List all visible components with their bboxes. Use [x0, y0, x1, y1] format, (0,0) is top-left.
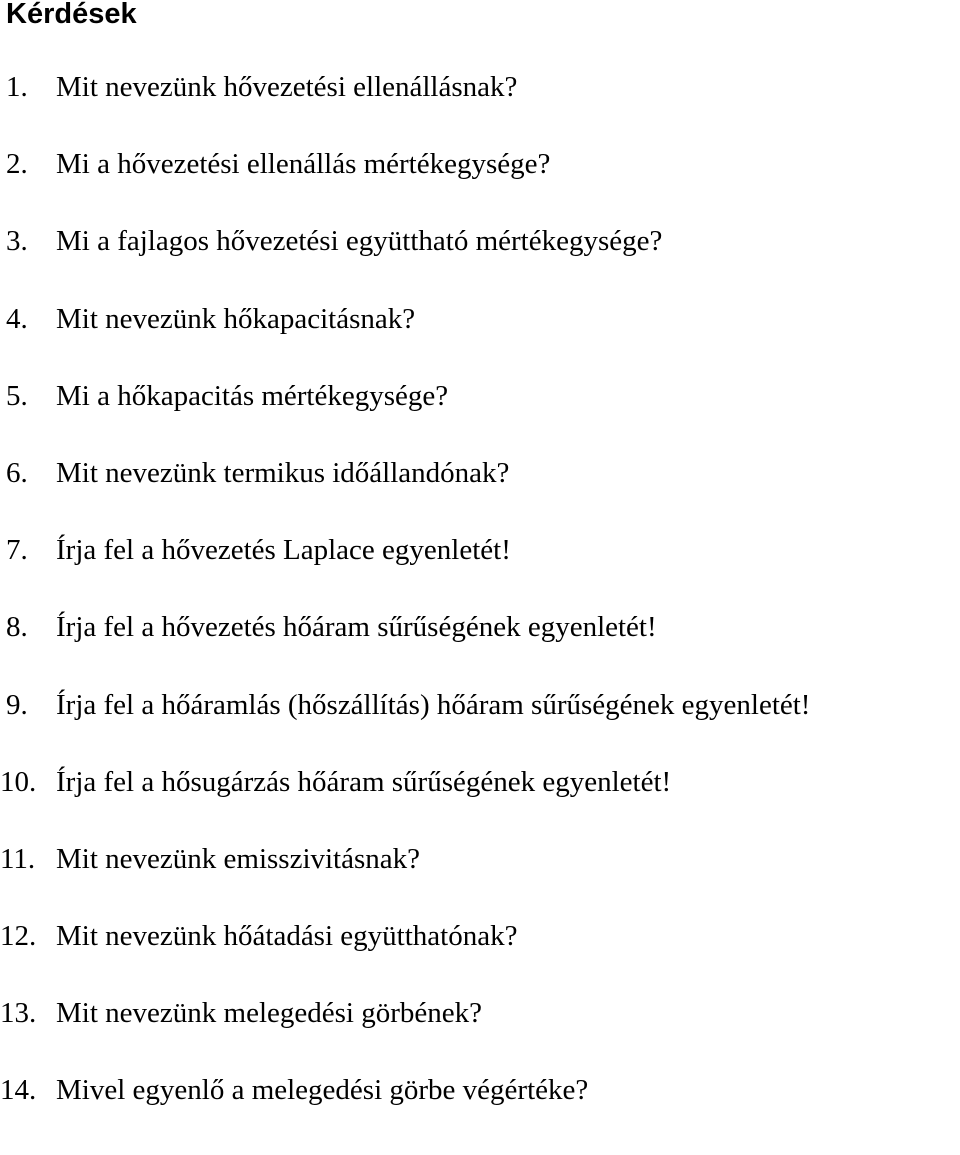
- question-item: [0, 530, 810, 607]
- question-number: 7.: [6, 534, 28, 567]
- question-number: 1.: [6, 71, 28, 103]
- question-item: [0, 1070, 810, 1147]
- question-text: Mit nevezünk emisszivitásnak?: [56, 842, 421, 875]
- question-number: 5.: [6, 379, 28, 412]
- question-text: Mit nevezünk termikus időállandónak?: [56, 456, 510, 489]
- question-list: [0, 67, 810, 1148]
- question-number: 8.: [6, 611, 28, 644]
- question-number: 11.: [0, 842, 36, 875]
- question-item: [0, 916, 810, 993]
- question-item: [0, 67, 810, 144]
- question-text: Mit nevezünk hővezetési ellenállásnak?: [56, 71, 518, 103]
- question-number: 2.: [6, 148, 28, 181]
- question-number: 10.: [0, 765, 37, 798]
- question-text: Mivel egyenlő a melegedési görbe végértéke?: [56, 1074, 589, 1107]
- question-text: Mit nevezünk hőátadási együtthatónak?: [56, 920, 518, 953]
- question-number: 14.: [0, 1074, 37, 1107]
- question-item: [0, 299, 810, 376]
- question-text: Írja fel a hővezetés Laplace egyenletét!: [56, 534, 511, 567]
- question-text: Mi a hővezetési ellenállás mértékegysége?: [56, 148, 551, 181]
- question-number: 13.: [0, 997, 37, 1030]
- question-item: [0, 607, 810, 684]
- question-number: 6.: [6, 456, 28, 489]
- question-text: Mi a hőkapacitás mértékegysége?: [56, 379, 449, 412]
- question-text: Írja fel a hősugárzás hőáram sűrűségének egyenletét!: [56, 765, 672, 798]
- question-text: Mit nevezünk melegedési görbének?: [56, 997, 482, 1030]
- question-text: Írja fel a hővezetés hőáram sűrűségének egyenletét!: [56, 611, 657, 644]
- question-item: [0, 993, 810, 1070]
- question-item: [0, 144, 810, 221]
- question-number: 9.: [6, 688, 28, 721]
- question-text: Írja fel a hőáramlás (hőszállítás) hőáram sűrűségének egyenletét!: [56, 688, 811, 721]
- question-number: 12.: [0, 920, 37, 953]
- question-item: [0, 762, 810, 839]
- question-item: [0, 453, 810, 530]
- question-text: Mit nevezünk hőkapacitásnak?: [56, 302, 416, 335]
- question-item: [0, 376, 810, 453]
- page-title: Kérdések: [6, 0, 137, 30]
- question-text: Mi a fajlagos hővezetési együttható mértékegysége?: [56, 225, 663, 258]
- question-number: 3.: [6, 225, 28, 258]
- question-item: [0, 685, 810, 762]
- question-item: [0, 839, 810, 916]
- question-item: [0, 221, 810, 298]
- question-number: 4.: [6, 302, 28, 335]
